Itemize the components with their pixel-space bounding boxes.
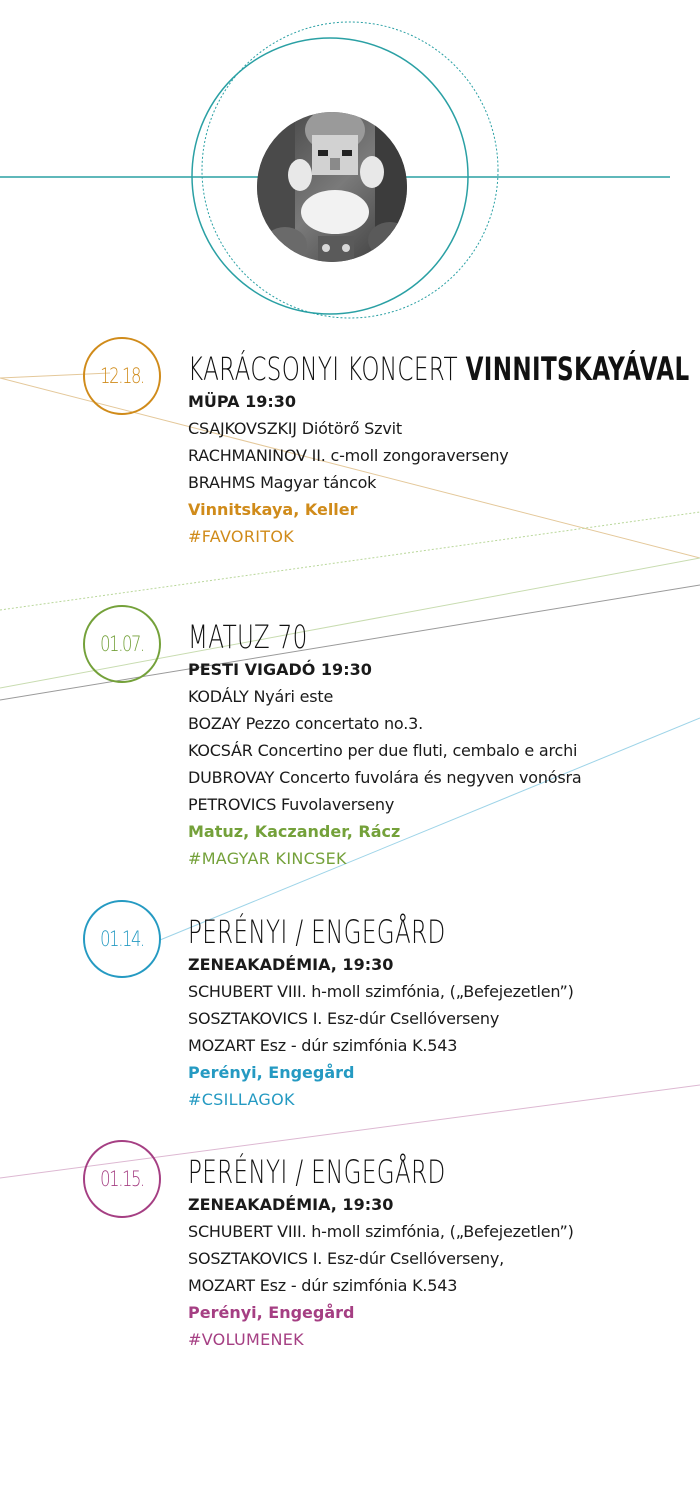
event-date: 12.18. <box>100 364 144 388</box>
event-date: 01.07. <box>100 632 144 656</box>
event-content <box>188 914 688 1114</box>
program-item: MOZART Esz - dúr szimfónia K.543 <box>188 1276 458 1295</box>
event-venue: PESTI VIGADÓ 19:30 <box>188 660 372 679</box>
program-item: SCHUBERT VIII. h-moll szimfónia, („Befejezetlen”) <box>188 982 574 1001</box>
event-date: 01.15. <box>100 1167 144 1191</box>
program-item: CSAJKOVSZKIJ Diótörő Szvit <box>188 419 402 438</box>
program-item: MOZART Esz - dúr szimfónia K.543 <box>188 1036 458 1055</box>
event-content <box>188 619 688 873</box>
event-title <box>188 619 548 655</box>
title-light: PERÉNYI / ENGEGÅRD <box>188 913 446 951</box>
event-title <box>188 350 690 388</box>
date-badge <box>83 605 161 683</box>
program-item: BOZAY Pezzo concertato no.3. <box>188 714 423 733</box>
date-badge <box>83 337 161 415</box>
event-venue: ZENEAKADÉMIA, 19:30 <box>188 1195 394 1214</box>
hero-graphic <box>0 0 700 340</box>
event-tag: #CSILLAGOK <box>188 1090 295 1109</box>
program-item: SCHUBERT VIII. h-moll szimfónia, („Befejezetlen”) <box>188 1222 574 1241</box>
performers: Perényi, Engegård <box>188 1063 355 1082</box>
event-content <box>188 1154 688 1354</box>
program-item: KODÁLY Nyári este <box>188 687 334 706</box>
performers: Matuz, Kaczander, Rácz <box>188 822 401 841</box>
program-item: PETROVICS Fuvolaverseny <box>188 795 395 814</box>
performers: Perényi, Engegård <box>188 1303 355 1322</box>
event-venue: ZENEAKADÉMIA, 19:30 <box>188 955 394 974</box>
title-light: MATUZ 70 <box>188 618 308 656</box>
title-light: PERÉNYI / ENGEGÅRD <box>188 1153 446 1191</box>
event-title <box>188 914 548 950</box>
event-tag: #VOLUMENEK <box>188 1330 304 1349</box>
event-tag: #FAVORITOK <box>188 527 295 546</box>
program-item: DUBROVAY Concerto fuvolára és negyven vonósra <box>188 768 582 787</box>
event-tag: #MAGYAR KINCSEK <box>188 849 347 868</box>
program-item: SOSZTAKOVICS I. Esz-dúr Csellóverseny <box>188 1009 500 1028</box>
event-venue: MÜPA 19:30 <box>188 392 297 411</box>
nutcracker-photo <box>250 105 425 275</box>
program-item: KOCSÁR Concertino per due fluti, cembalo e archi <box>188 741 578 760</box>
program-item: BRAHMS Magyar táncok <box>188 473 377 492</box>
date-badge <box>83 1140 161 1218</box>
program-item: RACHMANINOV II. c-moll zongoraverseny <box>188 446 509 465</box>
title-light: KARÁCSONYI KONCERT <box>188 350 458 388</box>
date-badge <box>83 900 161 978</box>
event-content <box>188 351 688 551</box>
program-item: SOSZTAKOVICS I. Esz-dúr Csellóverseny, <box>188 1249 505 1268</box>
event-date: 01.14. <box>100 927 144 951</box>
title-bold: VINNITSKAYÁVAL <box>465 350 690 388</box>
hero-section <box>0 0 700 340</box>
event-title <box>188 1154 548 1190</box>
performers: Vinnitskaya, Keller <box>188 500 358 519</box>
